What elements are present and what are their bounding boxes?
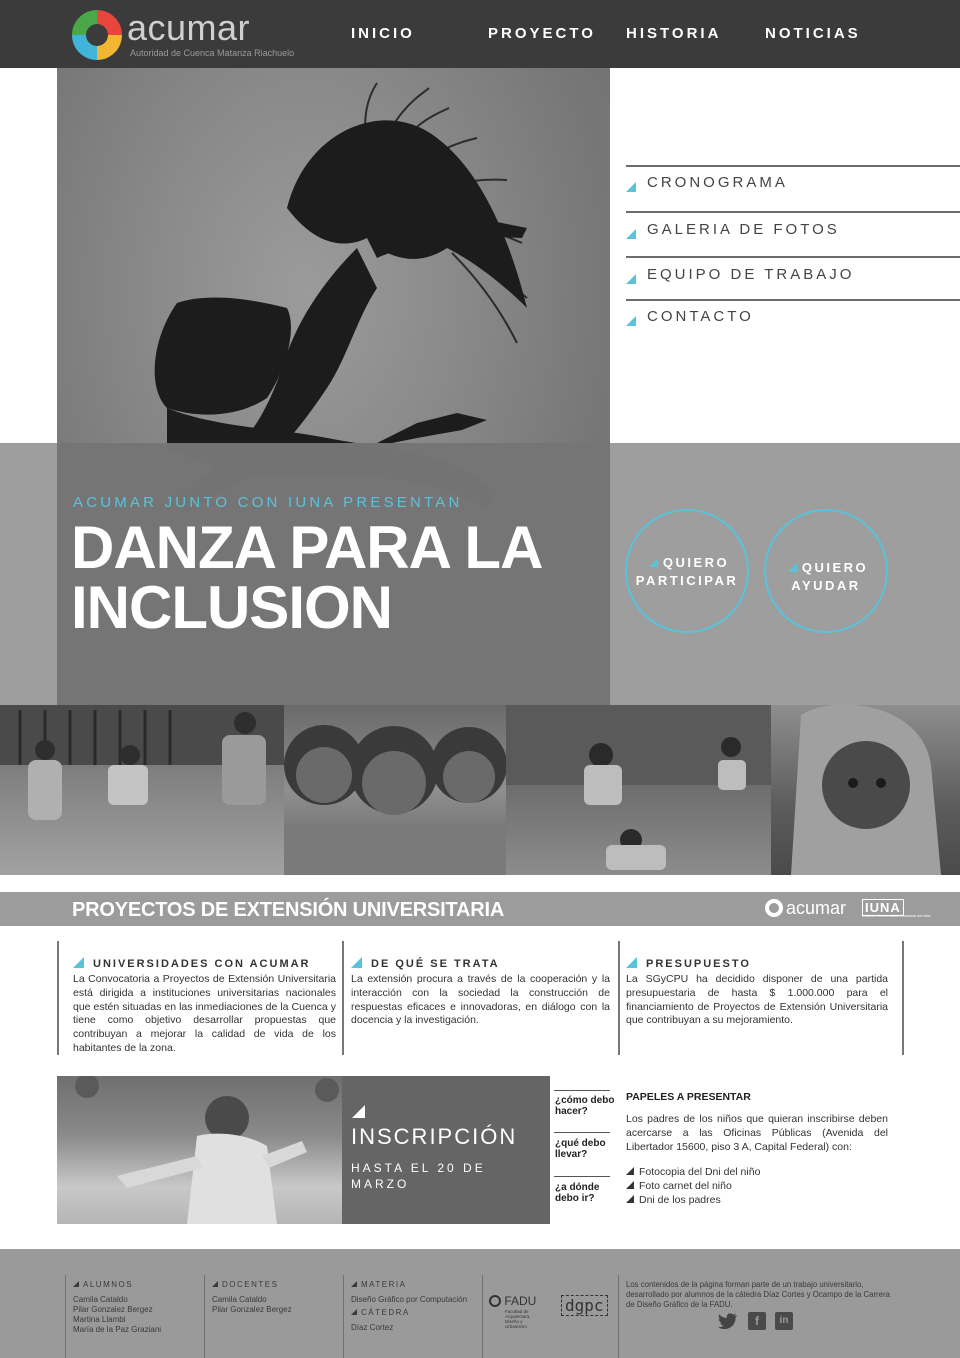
footer-name: María de la Paz Graziani — [73, 1325, 162, 1334]
column-divider — [342, 941, 344, 1055]
footer-divider — [482, 1275, 483, 1358]
triangle-bullet-icon — [626, 182, 636, 192]
triangle-bullet-icon — [351, 1281, 357, 1287]
nav-inicio[interactable]: INICIO — [351, 25, 415, 42]
linkedin-icon[interactable]: in — [775, 1312, 793, 1330]
fadu-logo[interactable] — [489, 1294, 536, 1308]
faq-divider — [554, 1132, 610, 1133]
column-heading-universidades — [73, 957, 311, 970]
cta-line-1: QUIERO — [662, 555, 730, 570]
inscripcion-title: INSCRIPCIÓN — [351, 1124, 518, 1149]
footer-alumnos-list — [73, 1295, 161, 1335]
triangle-bullet-icon — [352, 1105, 365, 1118]
triangle-bullet-icon — [626, 1181, 634, 1189]
side-menu-divider — [626, 165, 960, 167]
photo-children-dancing — [0, 705, 284, 875]
triangle-bullet-icon — [351, 957, 362, 968]
footer-alumnos-heading — [73, 1280, 133, 1289]
acumar-ring-icon — [765, 899, 783, 917]
side-menu-divider — [626, 211, 960, 213]
inscripcion-deadline: HASTA EL 20 DE MARZO — [351, 1161, 486, 1191]
footer-divider — [618, 1275, 619, 1358]
logo-wordmark[interactable]: acumar — [127, 7, 251, 48]
side-menu-divider — [626, 256, 960, 258]
column-heading-text: UNIVERSIDADES CON ACUMAR — [93, 958, 311, 970]
inscripcion-panel — [342, 1076, 550, 1224]
faq-a-donde-debo-ir[interactable]: ¿a dónde debo ir? — [555, 1182, 600, 1204]
footer-materia-heading — [351, 1280, 406, 1289]
footer-name: Pilar Gonzalez Bergez — [73, 1305, 153, 1314]
quiero-ayudar-button[interactable] — [764, 509, 888, 633]
column-heading-text: DE QUÉ SE TRATA — [371, 958, 500, 970]
faq-divider — [554, 1090, 610, 1091]
cta-line-1: QUIERO — [801, 560, 869, 575]
footer-divider — [204, 1275, 205, 1358]
hero-title-line-2: INCLUSION — [71, 574, 392, 641]
footer-heading-text: CÁTEDRA — [361, 1308, 410, 1317]
side-menu-label: CONTACTO — [647, 308, 754, 325]
hero-kicker: ACUMAR JUNTO CON IUNA PRESENTAN — [73, 494, 463, 511]
acumar-logo-icon[interactable] — [72, 10, 122, 60]
papeles-item-text: Fotocopia del Dni del niño — [639, 1166, 761, 1178]
facebook-icon[interactable]: f — [748, 1312, 766, 1330]
photo-children-faces — [284, 705, 506, 875]
faq-como-debo-hacer[interactable]: ¿cómo debo hacer? — [555, 1095, 615, 1117]
papeles-item — [626, 1194, 721, 1206]
triangle-bullet-icon — [212, 1281, 218, 1287]
quiero-participar-button[interactable] — [625, 509, 749, 633]
footer-heading-text: MATERIA — [361, 1280, 407, 1289]
nav-historia[interactable]: HISTORIA — [626, 25, 722, 42]
iuna-partner-subtitle: Instituto Universitario Nacional del Arte — [862, 913, 931, 918]
iuna-partner-logo: IUNA — [862, 899, 904, 916]
column-divider — [57, 941, 59, 1055]
papeles-title: PAPELES A PRESENTAR — [626, 1091, 751, 1103]
papeles-item-text: Foto carnet del niño — [639, 1180, 732, 1192]
footer-catedra-heading — [351, 1308, 410, 1317]
triangle-bullet-icon — [626, 316, 636, 326]
footer-name: Camila Cataldo — [73, 1295, 128, 1304]
footer-divider — [343, 1275, 344, 1358]
footer-docentes-list — [212, 1295, 292, 1315]
fadu-subtitle: Facultad de Arquitectura, Diseño y Urbanismo — [505, 1309, 531, 1329]
photo-child-portrait — [771, 705, 960, 875]
column-text-universidades: La Convocatoria a Proyectos de Extensión Universitaria está dirigida a instituciones universitarias nacionales que estén situadas en las inmediaciones de la Cuenca y tiene como objetivo desarrollar propuestas que contribuyan a mejorar la calidad de vida de los habitantes de la zona. — [73, 973, 336, 1054]
nav-noticias[interactable]: NOTICIAS — [765, 25, 861, 42]
papeles-item — [626, 1166, 760, 1178]
section-title: PROYECTOS DE EXTENSIÓN UNIVERSITARIA — [72, 899, 505, 921]
faq-que-debo-llevar[interactable]: ¿qué debo llevar? — [555, 1138, 606, 1160]
column-heading-de-que-se-trata — [351, 957, 500, 970]
triangle-bullet-icon — [626, 274, 636, 284]
cta-line-2: AYUDAR — [791, 578, 861, 593]
hero-title — [71, 514, 591, 641]
photo-children-playing — [506, 705, 771, 875]
fadu-label: FADU — [504, 1294, 537, 1308]
triangle-bullet-icon — [626, 957, 637, 968]
side-menu-label: GALERIA DE FOTOS — [647, 221, 840, 238]
footer-name: Martina Llambi — [73, 1315, 126, 1324]
fadu-ring-icon — [489, 1295, 501, 1307]
column-heading-presupuesto — [626, 957, 751, 970]
triangle-bullet-icon — [73, 1281, 79, 1287]
triangle-bullet-icon — [626, 229, 636, 239]
column-heading-text: PRESUPUESTO — [646, 958, 751, 970]
footer-name: Pilar Gonzalez Bergez — [212, 1305, 292, 1314]
faq-divider — [554, 1176, 610, 1177]
footer-note: Los contenidos de la página forman parte de un trabajo universitario, desarrollado por alumnos de la cátedra Díaz Cortes y Ocampo de la Carrera de Diseño Gráfico de la FADU. — [626, 1280, 890, 1309]
triangle-bullet-icon — [626, 1167, 634, 1175]
column-divider — [618, 941, 620, 1055]
column-text-presupuesto: La SGyCPU ha decidido disponer de una partida presupuestaria de hasta $ 1.000.000 para el financiamiento de Proyectos de Extensión Universitaria que contribuyan a su mejoramiento. — [626, 973, 888, 1027]
triangle-bullet-icon — [73, 957, 84, 968]
nav-proyecto[interactable]: PROYECTO — [488, 25, 596, 42]
side-menu-divider — [626, 299, 960, 301]
footer-docentes-heading — [212, 1280, 278, 1289]
papeles-text: Los padres de los niños que quieran inscribirse deben acercarse a las Oficinas Públicas (Avenida del Libertador 15600, piso 3 A, Capital Federal) con: — [626, 1113, 888, 1153]
footer-materia-value: Diseño Gráfico por Computación — [351, 1295, 468, 1304]
twitter-icon[interactable] — [718, 1312, 736, 1330]
photo-dance-class — [57, 1076, 342, 1224]
dgpc-logo[interactable]: dgpc — [561, 1295, 608, 1316]
acumar-partner-logo — [765, 898, 846, 919]
partner-1-label: acumar — [786, 898, 847, 918]
footer-name: Camila Cataldo — [212, 1295, 267, 1304]
papeles-item — [626, 1180, 732, 1192]
logo-subtitle: Autoridad de Cuenca Matanza Riachuelo — [130, 48, 295, 58]
column-divider — [902, 941, 904, 1055]
side-menu-label: EQUIPO DE TRABAJO — [647, 266, 855, 283]
footer-heading-text: ALUMNOS — [83, 1280, 134, 1289]
footer-heading-text: DOCENTES — [222, 1280, 279, 1289]
triangle-bullet-icon — [626, 1195, 634, 1203]
hero-title-line-1: DANZA PARA LA — [71, 514, 543, 581]
triangle-bullet-icon — [351, 1309, 357, 1315]
footer-divider — [65, 1275, 66, 1358]
papeles-item-text: Dni de los padres — [639, 1194, 721, 1206]
column-text-de-que-se-trata: La extensión procura a través de la cooperación y la interacción con la sociedad la construcción de respuestas eficaces e innovadoras, en diálogo con la docencia y la investigación. — [351, 973, 610, 1027]
cta-line-2: PARTICIPAR — [635, 573, 739, 588]
footer-catedra-value: Díaz Cortez — [351, 1323, 394, 1332]
side-menu-label: CRONOGRAMA — [647, 174, 788, 191]
